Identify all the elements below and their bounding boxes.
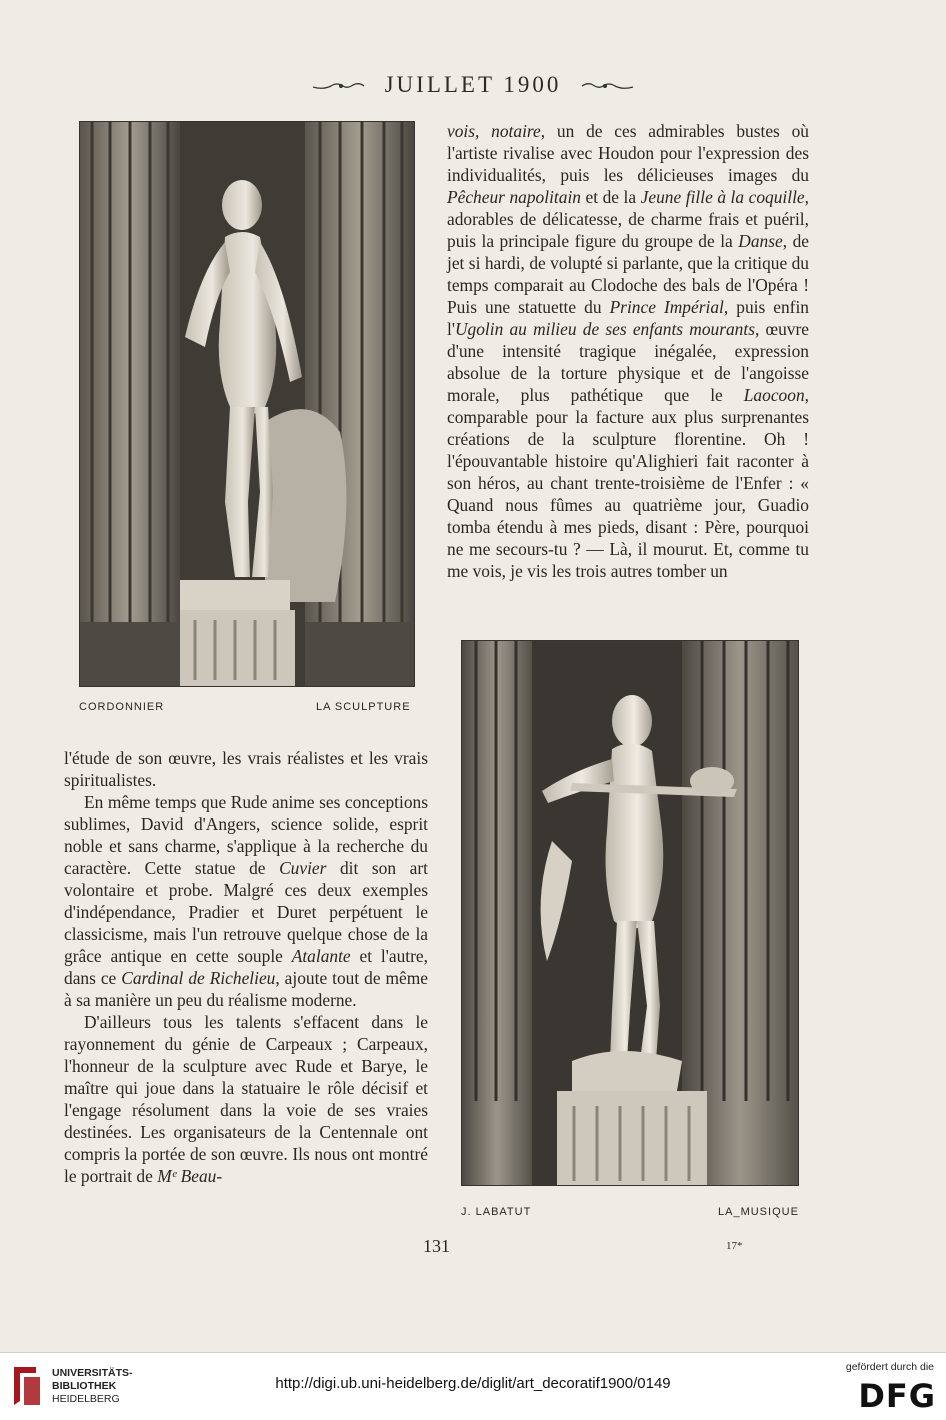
page-number: 131 bbox=[423, 1236, 450, 1256]
running-header bbox=[0, 72, 946, 98]
italic-text-run: Atalante bbox=[291, 946, 351, 966]
left-column-text bbox=[64, 747, 428, 1187]
text-run: l'étude de son œuvre, les vrais réalistes et les vrais spiritualistes. bbox=[64, 748, 428, 790]
figure-la-sculpture bbox=[79, 121, 415, 687]
paragraph bbox=[447, 120, 809, 582]
paragraph bbox=[64, 747, 428, 791]
footer-bar bbox=[0, 1352, 946, 1420]
italic-text-run: Jeune fille à la coquille bbox=[640, 187, 805, 207]
italic-text-run: Cuvier bbox=[279, 858, 327, 878]
text-run: et l'autre, dans ce bbox=[64, 946, 428, 988]
text-run: , œuvre d'une intensité tragique inégalée, expression absolue de la torture physique et de l'angoisse morale, plus pathétique que le bbox=[447, 319, 809, 405]
text-run: , adorables de délicatesse, de charme frais et puéril, puis la principale figure du groupe de la bbox=[447, 187, 809, 251]
italic-text-run: Laocoon bbox=[743, 385, 805, 405]
right-ornament-icon bbox=[580, 81, 635, 91]
text-run: En même temps que Rude anime ses conceptions sublimes, David d'Angers, science solide, esprit noble et sans charme, s'applique à la recherche du caractère. Cette statue de bbox=[64, 792, 428, 878]
dfg-logo: DFG bbox=[858, 1377, 936, 1415]
text-run: , ajoute tout de même à sa manière un peu du réalisme moderne. bbox=[64, 968, 428, 1010]
italic-text-run: Cardinal de Richelieu bbox=[121, 968, 276, 988]
paragraph bbox=[64, 791, 428, 1011]
right-column-text bbox=[447, 120, 809, 582]
text-run: dit son art volontaire et probe. Malgré ces deux exemples d'indépendance, Pradier et Duret perpétuent le classicisme, mais l'un retrouve quelque chose de la grâce antique en cette souple bbox=[64, 858, 428, 966]
funded-by-label: gefördert durch die bbox=[845, 1361, 934, 1373]
text-run: , de jet si hardi, de volupté si parlante, que la critique du temps comparait au Clodoche des bals de l'Opéra ! Puis une statuette du bbox=[447, 231, 809, 317]
text-run: , puis enfin l' bbox=[447, 297, 810, 339]
italic-text-run: Ugolin au milieu de ses enfants mourants bbox=[454, 319, 755, 339]
italic-text-run: Mᵉ Beau- bbox=[157, 1166, 223, 1186]
text-run: , un de ces admirables bustes où l'artiste rivalise avec Houdon pour l'expression des individualités, puis les délicieuses images du bbox=[447, 121, 809, 185]
caption-left-artist: CORDONNIER bbox=[79, 701, 165, 713]
uni-line-2: BIBLIOTHEK bbox=[52, 1380, 117, 1392]
text-run: , comparable pour la facture aux plus surprenantes créations de la sculpture florentine. Oh ! l'épouvantable histoire qu'Alighieri fait raconter à son héros, au chant trente-troisième de l'Enfer : « Quand nous fûmes au quatrième jour, Guadio tomba étendu à mes pieds, disant : Père, pourquoi ne me secours-tu ? — Là, il mourut. Et, comme tu me vois, je vis les trois autres tomber un bbox=[447, 385, 809, 581]
source-url-link[interactable]: http://digi.ub.uni-heidelberg.de/diglit/art_decoratif1900/0149 bbox=[275, 1375, 671, 1392]
statue-photo bbox=[80, 122, 414, 686]
italic-text-run: Prince Impérial bbox=[609, 297, 724, 317]
caption-right-title: LA_MUSIQUE bbox=[718, 1206, 799, 1218]
paragraph bbox=[64, 1011, 428, 1187]
signature-mark: 17* bbox=[726, 1240, 743, 1252]
uni-line-1: UNIVERSITÄTS- bbox=[52, 1367, 133, 1379]
text-run: et de la bbox=[580, 187, 641, 207]
header-title: JUILLET 1900 bbox=[384, 72, 562, 97]
statue-photo bbox=[462, 641, 798, 1185]
text-run: D'ailleurs tous les talents s'effacent dans le rayonnement du génie de Carpeaux ; Carpeaux, l'honneur de la sculpture avec Rude et Barye, le maître qui joue dans la statuaire le rôle décisif et l'engage résolument dans la voie de ses vraies destinées. Les organisateurs de la Centennale ont compris la portée de son œuvre. Ils nous ont montré le portrait de bbox=[64, 1012, 428, 1186]
italic-text-run: Pêcheur napolitain bbox=[447, 187, 581, 207]
italic-text-run: vois, notaire bbox=[447, 121, 541, 141]
italic-text-run: Danse bbox=[738, 231, 783, 251]
caption-right-artist: J. LABATUT bbox=[461, 1206, 532, 1218]
caption-left-title: LA SCULPTURE bbox=[316, 701, 411, 713]
left-ornament-icon bbox=[311, 81, 366, 91]
figure-la-musique bbox=[461, 640, 799, 1186]
uni-line-3: HEIDELBERG bbox=[52, 1393, 120, 1405]
